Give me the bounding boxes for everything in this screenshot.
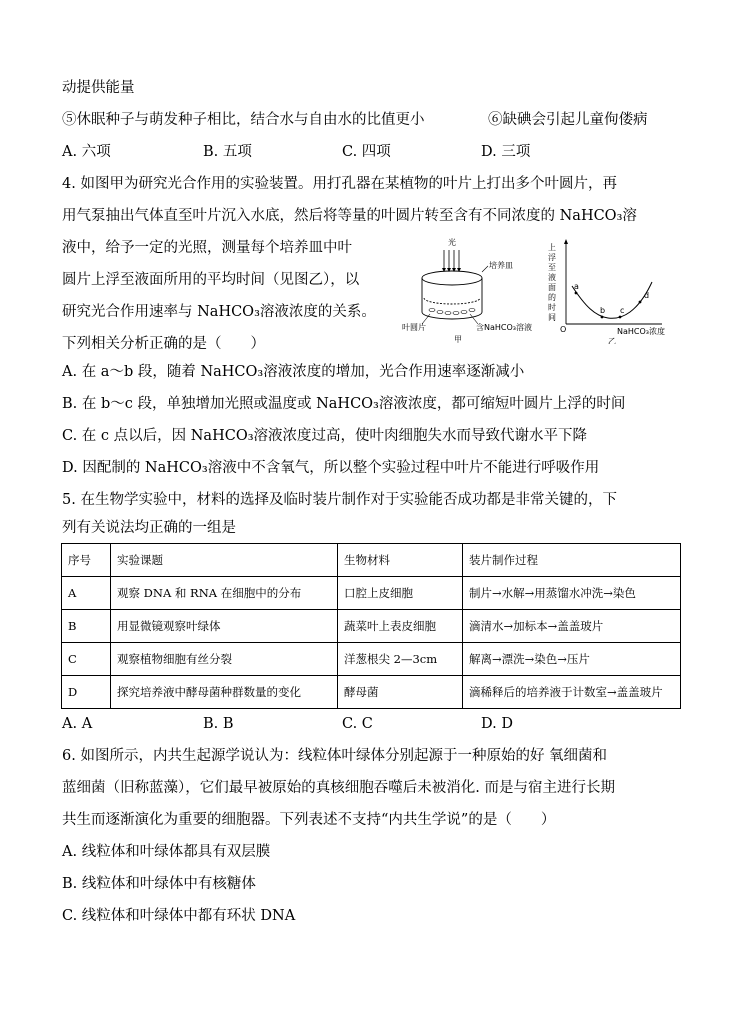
table-cell: 解离→漂洗→染色→压片 (463, 643, 681, 676)
q4-option-d: D. 因配制的 NaHCO₃溶液中不含氧气，所以整个实验过程中叶片不能进行呼吸作用 (62, 460, 600, 476)
question-4-text: 用气泵抽出气体直至叶片沉入水底，然后将等量的叶圆片转至含有不同浓度的 NaHCO₃溶 (62, 208, 637, 224)
table-row (62, 577, 681, 610)
table-cell: 制片→水解→用蒸馏水冲洗→染色 (463, 577, 681, 610)
table-cell: C (62, 643, 111, 676)
option-c: C. 四项 (342, 144, 391, 160)
question-4-text: 液中，给予一定的光照，测量每个培养皿中叶 (62, 240, 352, 256)
table-cell: 用显微镜观察叶绿体 (111, 610, 338, 643)
q4-option-a: A. 在 a～b 段，随着 NaHCO₃溶液浓度的增加，光合作用速率逐渐减小 (62, 364, 525, 380)
text-line: ⑥缺碘会引起儿童佝偻病 (488, 112, 648, 128)
q5-option-b: B. B (203, 716, 234, 732)
question-4-text: 圆片上浮至液面所用的平均时间（见图乙），以 (62, 272, 360, 288)
table-row (62, 610, 681, 643)
table-cell: 酵母菌 (338, 676, 463, 709)
q4-option-b: B. 在 b～c 段，单独增加光照或温度或 NaHCO₃溶液浓度，都可缩短叶圆片上浮的时间 (62, 396, 626, 412)
table-cell: B (62, 610, 111, 643)
caption-jia: 甲 (454, 335, 462, 344)
table-header-row (62, 544, 681, 577)
table-cell: 口腔上皮细胞 (338, 577, 463, 610)
light-arrows (444, 250, 459, 270)
option-d: D. 三项 (481, 144, 531, 160)
light-label: 光 (448, 238, 456, 247)
leaf-label: 叶圆片 (402, 323, 426, 332)
q5-option-d: D. D (481, 716, 513, 732)
curve-points (575, 292, 642, 319)
time-curve (572, 282, 652, 318)
table-cell: 滴稀释后的培养液于计数室→盖盖玻片 (463, 676, 681, 709)
q5-option-c: C. C (342, 716, 373, 732)
solution-label: 含NaHCO₃溶液 (476, 323, 532, 332)
x-axis-label: NaHCO₃浓度 (617, 327, 665, 336)
question-6-text: 蓝细菌（旧称蓝藻），它们最早被原始的真核细胞吞噬后未被消化. 而是与宿主进行长期 (62, 780, 615, 796)
q6-option-a: A. 线粒体和叶绿体都具有双层膜 (62, 844, 271, 860)
table-cell: D (62, 676, 111, 709)
question-5-text: 5. 在生物学实验中，材料的选择及临时装片制作对于实验能否成功都是非常关键的，下 (62, 492, 617, 508)
figure-svg (400, 236, 700, 344)
petri-dish (422, 271, 482, 319)
q5-option-a: A. A (62, 716, 93, 732)
caption-yi: 乙 (608, 337, 616, 344)
table-cell: 观察 DNA 和 RNA 在细胞中的分布 (111, 577, 338, 610)
table-cell: 滴清水→加标本→盖盖玻片 (463, 610, 681, 643)
question-4-text: 研究光合作用速率与 NaHCO₃溶液浓度的关系。 (62, 304, 376, 320)
y-arrow (564, 239, 568, 244)
table-cell: A (62, 577, 111, 610)
origin-label: O (560, 325, 567, 334)
table-header: 装片制作过程 (463, 544, 681, 577)
question-6-text: 共生而逐渐演化为重要的细胞器。下列表述不支持“内共生学说”的是（ ） (62, 812, 556, 828)
experiment-table (61, 543, 681, 709)
question-4-text: 下列相关分析正确的是（ ） (62, 336, 265, 352)
q6-option-c: C. 线粒体和叶绿体中都有环状 DNA (62, 908, 296, 924)
point-b: b (600, 306, 606, 315)
q4-option-c: C. 在 c 点以后，因 NaHCO₃溶液浓度过高，使叶肉细胞失水而导致代谢水平下降 (62, 428, 588, 444)
question-6-text: 6. 如图所示，内共生起源学说认为：线粒体叶绿体分别起源于一种原始的好 氧细菌和 (62, 748, 608, 764)
point-d: d (644, 291, 650, 300)
table-header: 实验课题 (111, 544, 338, 577)
dish-label: 培养皿 (489, 261, 513, 270)
table-cell: 蔬菜叶上表皮细胞 (338, 610, 463, 643)
table-cell: 探究培养液中酵母菌种群数量的变化 (111, 676, 338, 709)
y-axis-label: 上浮至 液面的 时间 (548, 243, 556, 322)
table-row (62, 643, 681, 676)
text-line: 动提供能量 (62, 80, 135, 96)
graph-axes (566, 242, 662, 324)
point-a: a (574, 282, 579, 291)
q6-option-b: B. 线粒体和叶绿体中有核糖体 (62, 876, 256, 892)
text-line: ⑤休眠种子与萌发种子相比，结合水与自由水的比值更小 (62, 112, 425, 128)
option-b: B. 五项 (203, 144, 252, 160)
question-5-text: 列有关说法均正确的一组是 (62, 520, 236, 536)
point-c: c (620, 306, 625, 315)
table-cell: 观察植物细胞有丝分裂 (111, 643, 338, 676)
experiment-figure (400, 236, 700, 344)
table-header: 生物材料 (338, 544, 463, 577)
leaf-discs (429, 309, 475, 315)
question-4-text: 4. 如图甲为研究光合作用的实验装置。用打孔器在某植物的叶片上打出多个叶圆片，再 (62, 176, 617, 192)
table-row (62, 676, 681, 709)
table-header: 序号 (62, 544, 111, 577)
table-cell: 洋葱根尖 2—3cm (338, 643, 463, 676)
option-a: A. 六项 (62, 144, 111, 160)
